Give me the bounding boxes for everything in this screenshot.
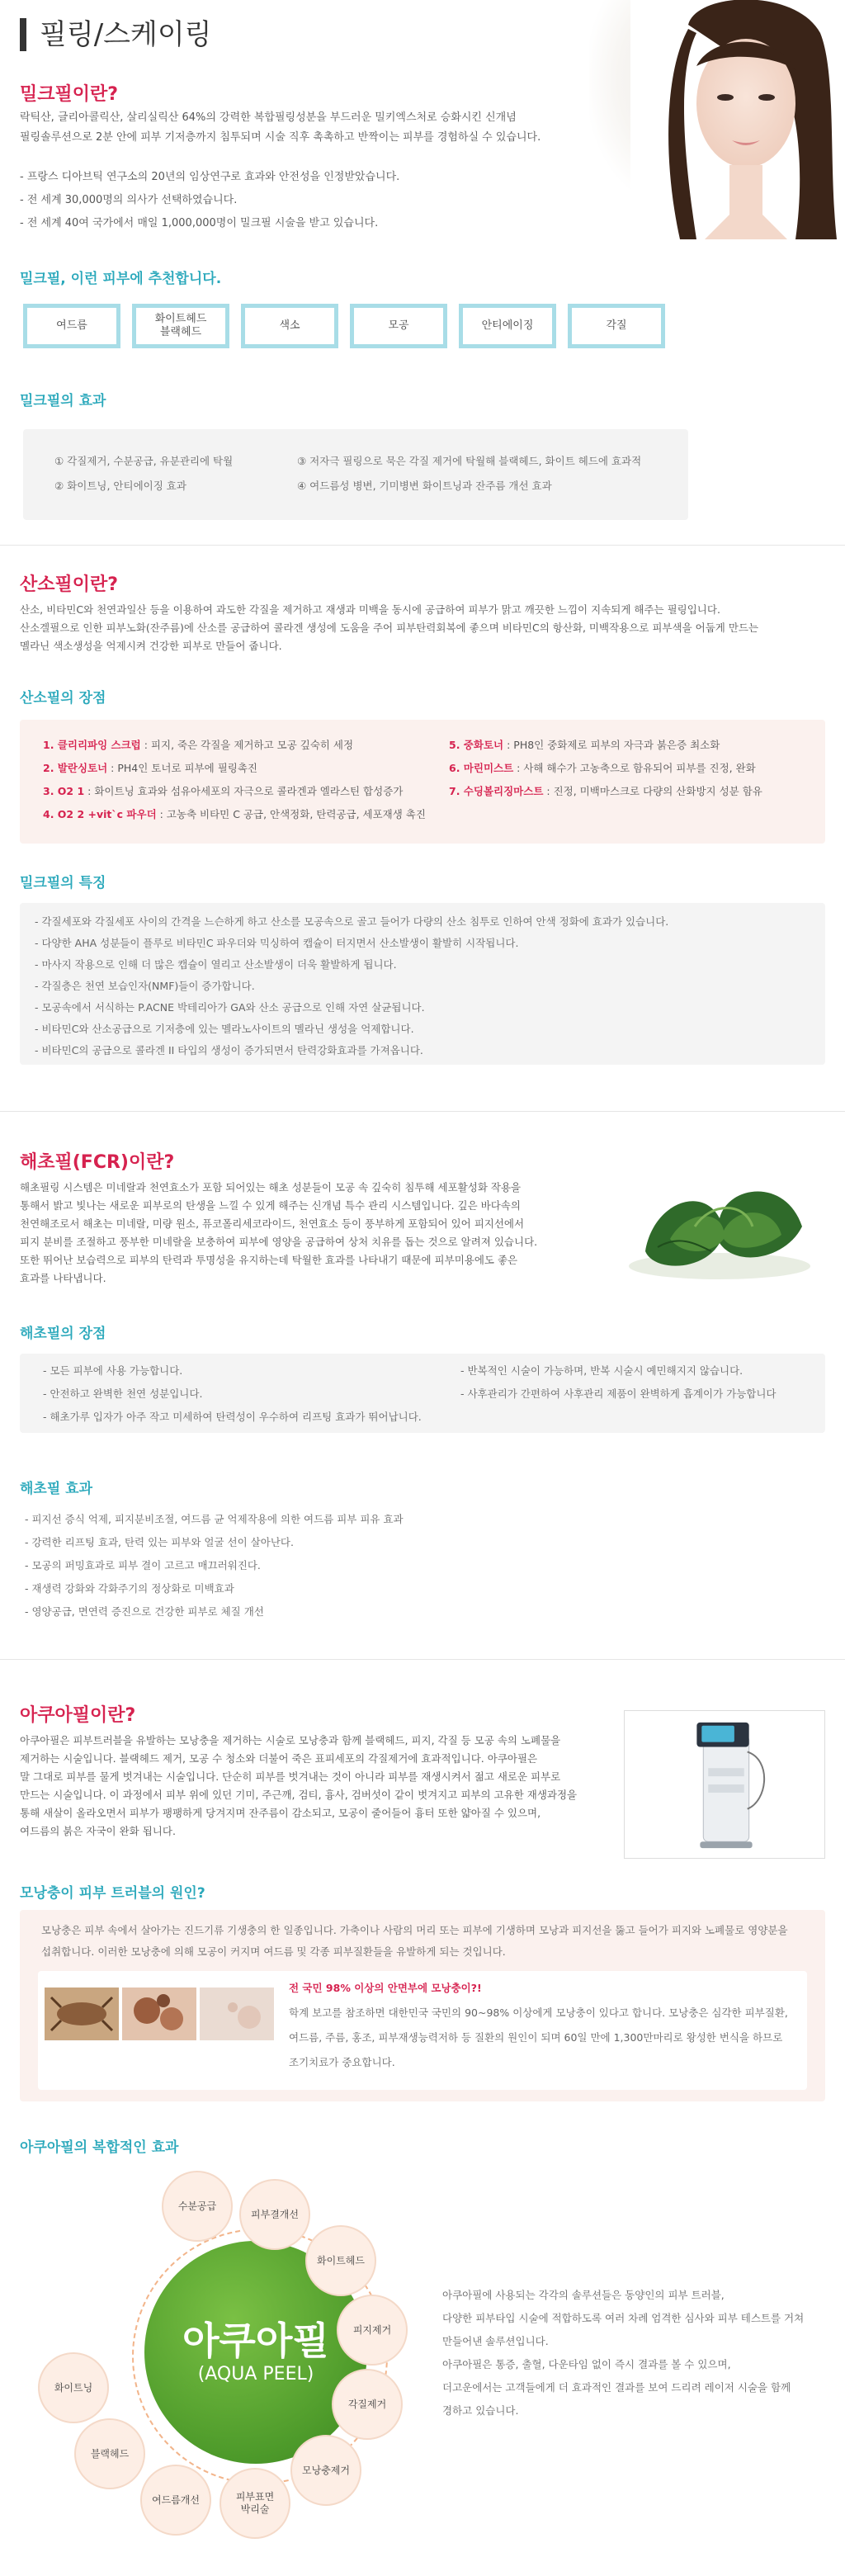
seaweed-desc-4: 피지 분비를 조절하고 풍부한 미네랄을 보충하여 피부에 영양을 공급하여 상처 치유를 돕는 것으로 알려져 있습니다. xyxy=(20,1236,538,1248)
feature-item: - 마사지 작용으로 인해 더 많은 캡슐이 열리고 산소발생이 더욱 활발하게 됩니다. xyxy=(35,958,397,971)
aqua-peel-section xyxy=(0,1659,845,2576)
effect-bubble: 블랙헤드 xyxy=(74,2418,145,2489)
effect-bubble: 화이트닝 xyxy=(38,2352,109,2423)
feature-item: - 비타민C의 공급으로 콜라겐 II 타입의 생성이 증가되면서 탄력강화효과를 가져옵니다. xyxy=(35,1044,423,1056)
merit-item: - 해초가루 입자가 아주 작고 미세하여 탄력성이 우수하여 리프팅 효과가 뛰어납니다. xyxy=(43,1411,422,1423)
milk-recommend-heading: 밀크필, 이런 피부에 추천합니다. xyxy=(20,271,222,287)
feature-item: - 다양한 AHA 성분들이 플루로 비타민C 파우더와 믹싱하여 캡슐이 터지면서 산소발생이 활발히 시작됩니다. xyxy=(35,937,519,949)
milk-effect-item: ④ 여드름성 병변, 기미병변 화이트닝과 잔주름 개선 효과 xyxy=(297,480,552,492)
combo-text: 아쿠아필은 통증, 출혈, 다운타임 없이 즉시 결과를 볼 수 있으며, xyxy=(442,2358,731,2370)
milk-heading: 밀크필이란? xyxy=(20,84,119,105)
mite-image-1 xyxy=(45,1988,119,2040)
mite-image-2 xyxy=(122,1988,196,2040)
merit-item: 3. O2 1 : 화이트닝 효과와 섬유아세포의 자극으로 콜라겐과 엘라스틴 합성증가 xyxy=(43,785,404,797)
effect-bubble: 피부결개선 xyxy=(239,2179,310,2250)
aqua-heading: 아쿠아필이란? xyxy=(20,1705,136,1726)
effect-item: - 재생력 강화와 각화주기의 정상화로 미백효과 xyxy=(25,1582,234,1595)
oxygen-desc-1: 산소, 비타민C와 천연과일산 등을 이용하여 과도한 각질을 제거하고 재생과 미백을 동시에 공급하여 피부가 맑고 깨끗한 느낌이 지속되게 해주는 필링입니다. xyxy=(20,603,720,616)
seaweed-peel-section xyxy=(0,1111,845,1672)
milk-effect-box xyxy=(23,429,688,520)
milk-fact-2: - 전 세계 30,000명의 의사가 선택하였습니다. xyxy=(20,194,238,206)
seaweed-heading: 해초필(FCR)이란? xyxy=(20,1152,175,1173)
aqua-combo-heading: 아쿠아필의 복합적인 효과 xyxy=(20,2139,179,2156)
combo-text: 경하고 있습니다. xyxy=(442,2404,519,2417)
merit-item: 4. O2 2 +vit`c 파우더 : 고농축 비타민 C 공급, 안색정화, 탄력공급, 세포재생 촉진 xyxy=(43,808,426,820)
combo-text: 더고운에서는 고객들에게 더 효과적인 결과를 보여 드리려 레이저 시술을 함께 xyxy=(442,2381,791,2394)
merit-item: 6. 마린미스트 : 사해 해수가 고농축으로 함유되어 피부를 진정, 완화 xyxy=(449,762,756,774)
effect-bubble: 피부표면 박리술 xyxy=(220,2468,290,2539)
aqua-desc-5: 통해 새살이 올라오면서 피부가 팽팽하게 당겨지며 잔주름이 감소되고, 모공이 줄어들어 흉터 또한 얇아질 수 있으며, xyxy=(20,1807,541,1819)
aqua-desc-4: 만드는 시술입니다. 이 과정에서 피부 위에 있던 기미, 주근깨, 검티, 흉사, 검버섯이 같이 벗겨지고 피부의 고유한 재생과정을 xyxy=(20,1789,578,1801)
combo-text: 아쿠아필에 사용되는 각각의 솔루션들은 동양인의 피부 트러블, xyxy=(442,2289,725,2301)
center-title: 아쿠아필 xyxy=(182,2318,329,2363)
recommend-item: 화이트헤드 블랙헤드 xyxy=(132,304,229,348)
seaweed-desc-3: 천연해조로서 해초는 미네랄, 미량 원소, 퓨코폴리세코라이드, 천연효소 등이 풍부하게 포함되어 있어 피지선에서 xyxy=(20,1217,525,1230)
alert-text: 학계 보고를 참조하면 대한민국 국민의 90~98% 이상에게 모낭충이 있다고 합니다. 모낭충은 심각한 피부질환, xyxy=(289,2006,788,2019)
aqua-desc-6: 여드름의 붉은 자국이 완화 됩니다. xyxy=(20,1825,176,1837)
combo-text: 만들어낸 솔루션입니다. xyxy=(442,2335,549,2347)
aqua-cause-box xyxy=(20,1910,825,2101)
recommend-list xyxy=(23,304,665,348)
seaweed-merit-box xyxy=(20,1354,825,1433)
recommend-item: 각질 xyxy=(568,304,665,348)
merit-item: 1. 클리리파잉 스크럽 : 피지, 죽은 각질을 제거하고 모공 깊숙히 세정 xyxy=(43,739,354,751)
milk-desc-1: 락틱산, 글리아콜릭산, 살리실릭산 64%의 강력한 복합필링성분을 부드러운 밀키엑스처로 승화시킨 신개념 xyxy=(20,111,517,124)
seaweed-desc-6: 효과를 나타냅니다. xyxy=(20,1272,106,1284)
milk-effect-heading: 밀크필의 효과 xyxy=(20,393,106,409)
milk-effect-item: ② 화이트닝, 안티에이징 효과 xyxy=(54,480,186,492)
milk-effect-item: ① 각질제거, 수분공급, 유분관리에 탁월 xyxy=(54,455,234,467)
oxygen-desc-3: 멜라닌 색소생성을 억제시켜 건강한 피부로 만들어 줍니다. xyxy=(20,640,282,652)
model-photo xyxy=(630,0,845,239)
aqua-cause-heading: 모낭충이 피부 트러블의 원인? xyxy=(20,1885,205,1902)
seaweed-image xyxy=(621,1169,819,1284)
aqua-desc-3: 말 그대로 피부를 물게 벗겨내는 시술입니다. 단순히 피부를 벗겨내는 것이 아니라 피부를 재생시켜서 젊고 새로운 피부로 xyxy=(20,1770,561,1783)
combo-text: 다양한 피부타입 시술에 적합하도록 여러 차례 엄격한 심사와 피부 테스트를 거쳐 xyxy=(442,2312,805,2324)
effect-item: - 영양공급, 면연력 증진으로 건강한 피부로 체질 개선 xyxy=(25,1605,264,1618)
effect-bubble: 수분공급 xyxy=(162,2171,233,2242)
feature-item: - 각질세포와 각질세포 사이의 간격을 느슨하게 하고 산소를 모공속으로 골고 들어가 다량의 산소 침투로 인하여 안색 정화에 효과가 있습니다. xyxy=(35,915,669,928)
cause-text: 모낭충은 피부 속에서 살아가는 진드기류 기생충의 한 일종입니다. 가축이나 사람의 머리 또는 피부에 기생하며 모낭과 피지선을 뚫고 들어가 피지와 노폐물로 영양분을 xyxy=(41,1924,788,1936)
page-title: 필링/스케이링 xyxy=(20,18,212,51)
milk-fact-1: - 프랑스 디아브틱 연구소의 20년의 임상연구로 효과와 안전성을 인정받았습니다. xyxy=(20,171,400,183)
recommend-item: 안티에이징 xyxy=(459,304,556,348)
recommend-item: 색소 xyxy=(241,304,338,348)
effect-item: - 피지선 증식 억제, 피지분비조절, 여드름 균 억제작용에 의한 여드름 피부 피유 효과 xyxy=(25,1513,404,1525)
aqua-desc-1: 아쿠아필은 피부트러블을 유발하는 모낭충을 제거하는 시술로 모낭충과 함께 블랙헤드, 피지, 각질 등 모공 속의 노폐물을 xyxy=(20,1734,561,1746)
oxygen-feature-box xyxy=(20,903,825,1065)
aqua-desc-2: 제거하는 시술입니다. 블랙헤드 제거, 모공 수 청소와 더불어 죽은 표피세포의 각질제거에 효과적입니다. 아쿠아필은 xyxy=(20,1752,538,1765)
milk-peel-section xyxy=(0,0,845,545)
skin-image xyxy=(200,1988,274,2040)
effect-bubble: 여드름개선 xyxy=(140,2465,211,2536)
milk-effect-item: ③ 저자극 필링으로 묵은 각질 제거에 탁월해 블랙헤드, 화이트 헤드에 효과적 xyxy=(297,455,642,467)
center-subtitle: (AQUA PEEL) xyxy=(197,2364,314,2385)
feature-item: - 각질층은 천연 보습인자(NMF)들이 증가합니다. xyxy=(35,980,255,992)
recommend-item: 모공 xyxy=(350,304,447,348)
seaweed-merit-heading: 해초필의 장점 xyxy=(20,1326,106,1342)
milk-desc-2: 필링솔루션으로 2분 안에 피부 기저층까지 침투되며 시술 직후 촉촉하고 반짝이는 피부를 경험하실 수 있습니다. xyxy=(20,131,541,144)
oxygen-feature-heading: 밀크필의 특징 xyxy=(20,875,106,891)
merit-item: 5. 중화토너 : PH8인 중화제로 피부의 자극과 붉은증 최소화 xyxy=(449,739,720,751)
merit-item: - 사후관리가 간편하여 사후관리 제품이 완벽하게 흡계이가 가능합니다 xyxy=(460,1387,777,1400)
alert-text: 조기치료가 중요합니다. xyxy=(289,2056,395,2068)
seaweed-desc-1: 해초필링 시스템은 미네랄과 천연효소가 포함 되어있는 해초 성분들이 모공 속 깊숙히 침투해 세포활성화 작용을 xyxy=(20,1181,522,1193)
effect-bubble: 모낭충제거 xyxy=(290,2435,361,2506)
seaweed-desc-5: 또한 뛰어난 보습력으로 피부의 탄력과 투명성을 유지하는데 탁월한 효과를 나타내기 때문에 피부미용에도 좋은 xyxy=(20,1254,518,1266)
feature-item: - 비타민C와 산소공급으로 기저층에 있는 멜라노사이트의 멜라닌 생성을 억제합니다. xyxy=(35,1023,414,1035)
feature-item: - 모공속에서 서식하는 P.ACNE 박테리아가 GA와 산소 공급으로 인해 자연 살균됩니다. xyxy=(35,1001,425,1014)
merit-item: - 반복적인 시술이 가능하며, 반복 시술시 예민해지지 않습니다. xyxy=(460,1364,744,1377)
alert-text: 여드름, 주름, 홍조, 피부재생능력저하 등 질환의 원인이 되며 60일 만에 1,300만마리로 왕성한 번식을 하므로 xyxy=(289,2031,783,2044)
milk-fact-3: - 전 세계 40여 국가에서 매일 1,000,000명이 밀크필 시술을 받고 있습니다. xyxy=(20,217,379,229)
merit-item: 7. 수딩볼리징마스트 : 진정, 미백마스크로 다량의 산화방지 성분 함유 xyxy=(449,785,762,797)
seaweed-desc-2: 통해서 밝고 빛나는 새로운 피부로의 탄생을 느낄 수 있게 해주는 신개념 특수 관리 시스템입니다. 깊은 바다속의 xyxy=(20,1199,521,1212)
seaweed-effect-heading: 해초필 효과 xyxy=(20,1481,93,1497)
aqua-machine-image xyxy=(624,1710,825,1859)
oxygen-merit-heading: 산소필의 장점 xyxy=(20,690,106,707)
effect-bubble: 각질제거 xyxy=(332,2369,403,2440)
effect-bubble: 화이트헤드 xyxy=(305,2225,376,2296)
merit-item: - 모든 피부에 사용 가능합니다. xyxy=(43,1364,183,1377)
alert-title: 전 국민 98% 이상의 안면부에 모낭충이?! xyxy=(289,1982,482,1994)
effect-item: - 모공의 퍼밍효과로 피부 결이 고르고 매끄러워진다. xyxy=(25,1559,261,1572)
merit-item: - 안전하고 완벽한 천연 성분입니다. xyxy=(43,1387,203,1400)
merit-item: 2. 발란싱토너 : PH4인 토너로 피부에 필링촉진 xyxy=(43,762,257,774)
effect-item: - 강력한 리프팅 효과, 탄력 있는 피부와 얼굴 선이 살아난다. xyxy=(25,1536,294,1548)
cause-inner-box xyxy=(38,1971,807,2090)
oxygen-merit-box xyxy=(20,720,825,844)
effect-bubble: 피지제거 xyxy=(337,2295,408,2366)
oxygen-heading: 산소필이란? xyxy=(20,574,119,595)
oxygen-desc-2: 산소겔필으로 인한 피부노화(잔주름)에 산소를 공급하여 콜라겐 생성에 도움을 주어 피부탄력회복에 좋으며 비타민C의 항산화, 미백작용으로 피부색을 어둡게 만드는 xyxy=(20,622,759,634)
cause-text: 섭취합니다. 이러한 모낭충에 의해 모공이 커지며 여드름 및 각종 피부질환들을 유발하게 되는 것입니다. xyxy=(41,1945,506,1958)
oxygen-peel-section xyxy=(0,545,845,1098)
recommend-item: 여드름 xyxy=(23,304,120,348)
